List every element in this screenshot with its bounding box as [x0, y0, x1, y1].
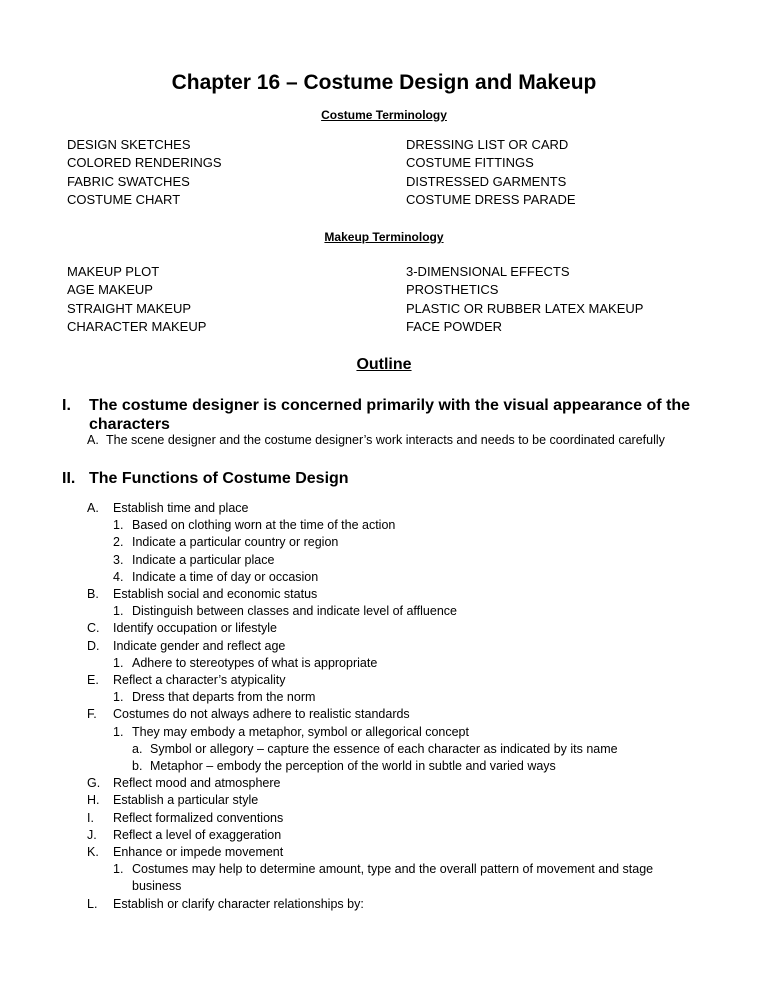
item-label: 1.	[113, 724, 124, 739]
section-heading-2	[62, 469, 722, 488]
item-text: Dress that departs from the norm	[132, 690, 316, 705]
item-label: 1.	[113, 690, 124, 705]
item-text: Indicate a particular place	[132, 552, 275, 567]
item-text: Reflect a character’s atypicality	[113, 673, 286, 687]
term-item: FABRIC SWATCHES	[67, 173, 190, 189]
term-item: AGE MAKEUP	[67, 282, 153, 298]
section-number: II.	[62, 470, 76, 487]
item-text: Indicate a particular country or region	[132, 535, 339, 550]
item-text: Reflect formalized conventions	[113, 810, 284, 825]
item-label: 2.	[113, 535, 124, 550]
term-item: STRAIGHT MAKEUP	[67, 300, 192, 316]
item-label: 4.	[113, 569, 124, 584]
section-title: The costume designer is concerned primarily with the visual appearance of the characters	[89, 397, 691, 433]
item-text: Metaphor – embody the perception of the world in subtle and varied ways	[150, 759, 556, 773]
term-item: PROSTHETICS	[406, 282, 499, 298]
item-text: Establish social and economic status	[113, 587, 318, 601]
item-label: E.	[87, 673, 99, 687]
item-text: Establish or clarify character relationships by:	[113, 896, 364, 911]
item-label: A.	[87, 501, 99, 515]
term-item: COSTUME CHART	[67, 191, 181, 207]
item-label: H.	[87, 793, 100, 808]
item-label: C.	[87, 621, 100, 636]
costume-terms-left	[67, 136, 222, 209]
term-item: CHARACTER MAKEUP	[67, 318, 207, 334]
item-text: Establish time and place	[113, 501, 249, 515]
page-title: Chapter 16 – Costume Design and Makeup	[171, 71, 597, 94]
item-text: The scene designer and the costume designer’s work interacts and needs to be coordinated carefully	[106, 433, 665, 447]
term-item: PLASTIC OR RUBBER LATEX MAKEUP	[406, 300, 644, 316]
item-text: They may embody a metaphor, symbol or allegorical concept	[132, 724, 469, 739]
term-item: MAKEUP PLOT	[67, 264, 160, 279]
term-item: COSTUME FITTINGS	[406, 155, 534, 171]
item-text: Indicate a time of day or occasion	[132, 569, 319, 584]
item-label: G.	[87, 776, 101, 791]
item-text: Identify occupation or lifestyle	[113, 621, 277, 636]
item-text: Costumes do not always adhere to realistic standards	[113, 707, 410, 722]
item-text: Enhance or impede movement	[113, 845, 284, 859]
item-label: I.	[87, 810, 94, 825]
costume-terminology-heading: Costume Terminology	[321, 108, 447, 122]
term-item: COLORED RENDERINGS	[67, 155, 222, 171]
costume-terms-right	[406, 136, 576, 209]
item-text: Adhere to stereotypes of what is appropriate	[132, 655, 378, 670]
item-label: 3.	[113, 552, 124, 567]
term-item: COSTUME DRESS PARADE	[406, 191, 576, 207]
section-title: The Functions of Costume Design	[89, 470, 349, 487]
item-label: 1.	[113, 655, 124, 670]
item-label: A.	[87, 433, 99, 447]
makeup-terminology-heading: Makeup Terminology	[324, 230, 444, 244]
item-text: Costumes may help to determine amount, type and the overall pattern of movement and stage	[132, 862, 654, 877]
item-label: 1.	[113, 604, 124, 619]
item-label: L.	[87, 896, 98, 911]
item-label: 1.	[113, 862, 124, 877]
item-text: Reflect a level of exaggeration	[113, 827, 282, 842]
item-label: K.	[87, 845, 99, 859]
item-label: a.	[132, 741, 143, 756]
term-item: DRESSING LIST OR CARD	[406, 137, 569, 152]
item-label: D.	[87, 638, 100, 653]
item-text: Indicate gender and reflect age	[113, 638, 286, 653]
makeup-terms-right	[406, 263, 643, 336]
section-heading-1	[62, 396, 722, 434]
item-text: business	[132, 879, 182, 894]
term-item: 3-DIMENSIONAL EFFECTS	[406, 264, 570, 279]
item-text: Based on clothing worn at the time of the action	[132, 518, 396, 533]
item-label: J.	[87, 827, 97, 842]
item-label: b.	[132, 759, 143, 773]
item-label: B.	[87, 587, 99, 601]
item-text: Reflect mood and atmosphere	[113, 776, 281, 791]
item-label: 1.	[113, 518, 124, 533]
term-item: DESIGN SKETCHES	[67, 137, 191, 152]
makeup-terms-left	[67, 263, 206, 336]
item-text: Establish a particular style	[113, 793, 259, 808]
outline-heading: Outline	[356, 356, 412, 373]
item-text: Distinguish between classes and indicate level of affluence	[132, 604, 457, 619]
term-item: DISTRESSED GARMENTS	[406, 173, 567, 189]
section-number: I.	[62, 397, 71, 414]
item-label: F.	[87, 707, 97, 722]
item-text: Symbol or allegory – capture the essence of each character as indicated by its name	[150, 741, 618, 756]
term-item: FACE POWDER	[406, 318, 503, 334]
